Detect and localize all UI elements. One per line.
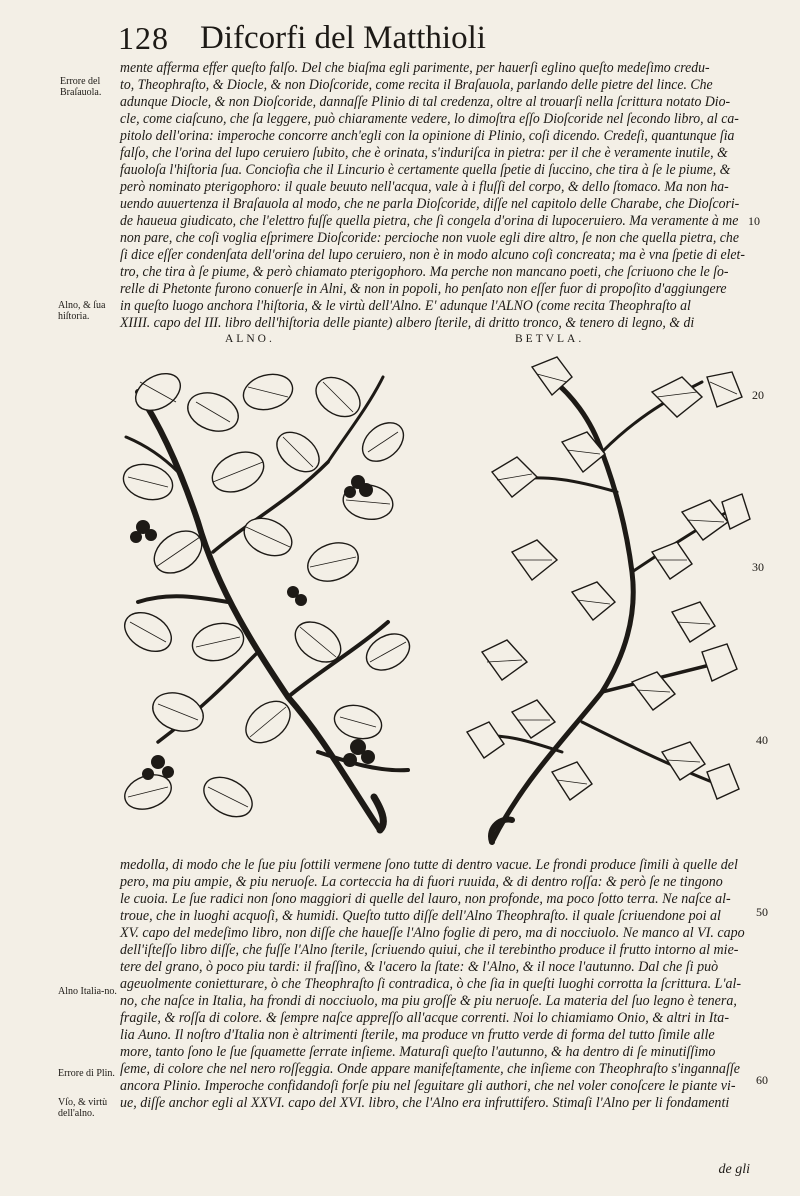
page-number: 128 (118, 20, 169, 56)
text-line: adunque Diocle, & non Dioſcoride, dannaſſe Plinio di tal credenza, oltre al trouarſi nella ſcrittura notato Dio- (120, 94, 731, 110)
text-line: tro, che tira à ſe piume, & però chiamato pterigophoro. Ma perche non mancano poeti, che ſcriuono che le ſo- (120, 264, 729, 280)
text-line: pero, ma piu ampie, & piu neruoſe. La corteccia ha di fuori ruuida, & di dentro roſſa: & però ſe ne tingono (120, 874, 723, 890)
text-line: in queſto luogo anchora l'hiſtoria, & le virtù dell'Alno. E' adunque l'ALNO (come recita Theophraſto al (120, 298, 691, 314)
line-number: 50 (756, 905, 768, 919)
text-line: non pare, che coſi voglia eſprimere Dioſcoride: percioche non vuole egli dire altro, ſe non che quella pietra, che (120, 230, 739, 246)
catchword: de gli (718, 1162, 750, 1177)
text-line: falſo, che l'orina del lupo ceruiero ſubito, che è orinata, s'induriſca in pietra: per il che è veramente inutile, & (120, 145, 728, 161)
text-line: medolla, di modo che le ſue piu ſottili vermene ſono tutte di dentro vacue. Le frondi produce ſimili à quelle del (120, 857, 738, 873)
text-line: ſi dice eſſer condenſata dell'orina del lupo ceruiero, non è in modo alcuno coſi concreata; ma è vna ſpetie di elet- (120, 247, 745, 263)
text-line: to, Theophraſto, & Diocle, & non Dioſcoride, come recita il Braſauola, parlando delle pietre del lince. Che (120, 77, 713, 93)
text-line: ſeme, di colore che nel nero roſſeggia. Onde appare manifeſtamente, che inſieme con Theophraſto s'ingannaſſe (120, 1061, 740, 1077)
text-line: fauoloſa l'hiſtoria ſua. Conciofia che il Lincurio è certamente quella ſpetie di ſuccino, che tira à ſe le piume, & (120, 162, 731, 178)
alder-woodcut-illustration (118, 352, 418, 847)
figure-label-alno: ALNO. (225, 333, 275, 345)
margin-note: Alno Italia-no. (58, 986, 117, 997)
margin-note: Alno, & ſua hiſtoria. (58, 300, 106, 322)
text-line: XV. capo del medeſimo libro, non diſſe che haueſſe l'Alno foglie di pero, ma di nocciuolo. Ne manco al VI. capo (120, 925, 745, 941)
line-number: 40 (756, 733, 768, 747)
body-text-bottom (120, 857, 757, 1112)
running-title: Difcorfi del Matthioli (200, 20, 486, 56)
text-line: relle di Phetonte furono conuerſe in Alni, & non in popoli, ho penſato non eſſer fuor di propoſito d'aggiungere (120, 281, 727, 297)
text-line: ancora Plinio. Imperoche confidandoſi forſe piu nel ſeguitare gli authori, che nel voler conoſcere le piante vi- (120, 1078, 736, 1094)
text-line: uendo auuertenza il Braſauola al modo, che ne parla Dioſcoride, diſſe nel capitolo delle Charabe, che Dioſcori- (120, 196, 740, 212)
text-line: de haueua giudicato, che l'elettro fuſſe quella pietra, che ſi congela d'orina di lupoceruiero. Ma veramente à me (120, 213, 739, 229)
margin-note: Errore di Plin. (58, 1068, 115, 1079)
figure-label-betula: BETVLA. (515, 333, 585, 345)
birch-woodcut-illustration (452, 352, 752, 847)
line-number: 10 (748, 214, 760, 228)
text-line: more, tanto ſono le ſue ſquamette ſerrate inſieme. Maturaſi queſto l'autunno, & ha dentro di ſe minutiſſimo (120, 1044, 716, 1060)
text-line: mente afferma effer queſto falſo. Del che biaſma egli parimente, per hauerſi eglino queſto medeſimo credu- (120, 60, 710, 76)
line-number: 20 (752, 388, 764, 402)
line-number: 60 (756, 1073, 768, 1087)
text-line: ageuolmente conietturare, ò che Theophraſto ſi contradica, ò che ſia in queſti luoghi corrotta la ſcrittura. L'al- (120, 976, 742, 992)
text-line: fragile, & roſſa di colore. & ſempre naſce appreſſo all'acque correnti. Noi lo chiamiamo Onio, & altri in Ita- (120, 1010, 730, 1026)
body-text-top (120, 60, 768, 332)
margin-note: Errore del Braſauola. (60, 76, 102, 98)
text-line: ue, diſſe anchor egli al XXVI. capo del XVI. libro, che l'Alno era infruttifero. Stimaſi l'Alno per li fondamenti (120, 1095, 730, 1111)
page-header (118, 18, 678, 62)
text-line: pitolo dell'orina: imperoche concorre anch'egli con la opinione di Plinio, coſi dicendo. Credeſi, quantunque ſia (120, 128, 735, 144)
line-number: 30 (752, 560, 764, 574)
text-line: lia Auno. Il noſtro d'Italia non è altrimenti ſterile, ma produce vn frutto verde di forma del tutto ſimile alle (120, 1027, 715, 1043)
text-line: tere del grano, ò poco piu tardi: il fraſſino, & l'acero la ſtate: & l'Alno, & il noce l'autunno. Dal che ſi può (120, 959, 719, 975)
text-line: però nominato pterigophoro: il quale beuuto nell'acqua, vale à i fluſſi del corpo, & dello ſtomaco. Ma non ha- (120, 179, 729, 195)
text-line: XIIII. capo del III. libro dell'hiſtoria delle piante) albero ſterile, di dritto tronco, & tenero di legno, & di (120, 315, 695, 331)
text-line: troue, che in luoghi acquoſi, & humidi. Queſto tutto diſſe dell'Alno Theophraſto. il quale ſcriuendone poi al (120, 908, 721, 924)
text-line: le cuoia. Le ſue radici non ſono maggiori di quelle del lauro, non profonde, ma poco ſotto terra. Ne naſce al- (120, 891, 731, 907)
text-line: dell'iſteſſo libro diſſe, che fuſſe l'Alno ſterile, ſcriuendo quiui, che il terebintho produce il frutto intorno al mie- (120, 942, 739, 958)
text-line: cle, come ciaſcuno, che ſa leggere, può chiaramente vedere, lo dimoſtra eſſo Dioſcoride nel ſecondo libro, al ca- (120, 111, 739, 127)
margin-note: Vſo, & virtù dell'alno. (58, 1097, 108, 1119)
text-line: no, che naſce in Italia, ha frondi di nocciuolo, ma piu groſſe & piu neruoſe. La materia del ſuo legno è tenera, (120, 993, 737, 1009)
